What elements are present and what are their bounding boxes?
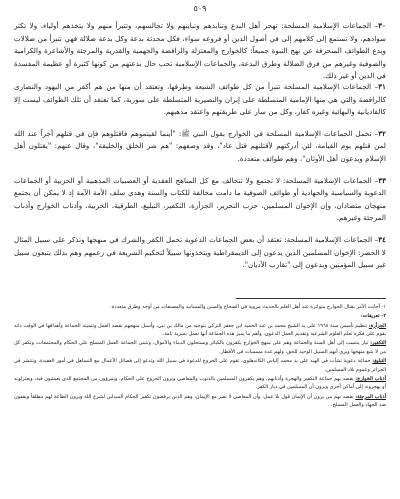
footnote-term: الجزأرة: <box>368 322 386 329</box>
footnote-term: التكفير: <box>370 340 387 347</box>
footnotes <box>14 303 386 410</box>
article-31 <box>14 81 386 119</box>
footnote-definition-takfir <box>14 339 386 356</box>
article-number: ٣١ <box>378 82 386 91</box>
footnote-text: جماعة دعوية نشأت في الهند على يد محمد إلياس الكاندهلوي، تقوم على الخروج للدعوة في سبيل الله وتدعو إلى فضائل الأعمال مع التساهل في أمور العقيدة، وتنتشر في الجزائر وعموم بلاد المسلمين. <box>14 358 386 373</box>
footnote-text: يقصد بهم جماعة التكفير والهجرة وأذنابهم، وهم يكفرون المسلمين بالذنوب والمعاصي ويرون الخروج على الحكام، ويتبرؤون من المجتمع الذي يعيشون فيه، ويعتزلونه أو يهجرونه إلى أماكن أخرى ويرون أن المسلمين في ديار الكفر. <box>14 375 386 391</box>
article-number: ٣٤ <box>378 234 386 244</box>
footnote-text: يقصد بهم من يرون أن الإيمان قول بلا عمل، وأن المعاصي لا تضر مع الإيمان، وهم الذين يرفضون تكفير الحكام المبدلين لشرع الله ويرون الطاعة لهم مطلقاً ويقفون ضد الجهاد والعمل المسلح. <box>14 393 386 409</box>
footnote-divider <box>236 298 386 299</box>
page-number: ٥٠٩ <box>193 4 207 13</box>
article-32 <box>14 128 386 166</box>
article-number: ٣٠ <box>378 21 386 30</box>
footnote-definition-murjia <box>14 393 386 410</box>
footnote-term: أذناب الخوارج: <box>355 375 386 382</box>
article-number: ٣٣ <box>378 175 386 185</box>
footnote-term: أذناب المرجئة: <box>355 393 387 400</box>
article-33 <box>14 175 386 225</box>
footnote-2 <box>14 312 386 320</box>
article-text: – الجماعات الإسلامية المسلحة تتبرأ من كل طوائف الشيعة وطرقها، وتعتقد أن منها من هم أكفر من اليهود والنصارى كالرافضة والتي هي منها الإمامية المتسلطة على إيران والنصيرية المتسلطة على سورية، كما تعتقد أن تلك الطوائف ليست إلا كالقاديانية والبهائية وغيره كفار، وكل من سار على طريقتهم واعتقد مذهبهم. <box>14 82 386 117</box>
footnote-definition-jazara <box>14 322 386 339</box>
footnote-text: تنظيم تأسس سنة ١٩٦٨ على يد الشيخ محمد بن عبد الحميد ابن جعفر التركي بتوجيه من مالك بن نبي، وأسبل منهجهم بقصد العمل وتنميته الجماعة وأهدافها في الوقت ذاته يقوم على فكرة تعلم العلوم الشرعية وتقديم العمل الدعوي، وأهم ما يميز هذه الجماعة أنها تعمل بسرية تامة. <box>14 322 386 337</box>
article-34 <box>14 234 386 272</box>
article-text: – الجماعات الإسلامية المسلحة: لا تجتمع ولا تتحالف مع كل المناهج العقدية أو العصبيات المذهبية أو الحزبية أو الجماعات الدعوية والسياسية والجهادية أو طوائف الصوفية ما دامت مخالفة للكتاب والسنة وهدي سلف الأمة الآمة إذ لا يمكن أن يجتمع منهجان متضادان، وإن الإخوان المسلمين، حزب التحرير، الجزأرة، التكفير، التبليغ، الطرقية، الحزبية، وأذناب الخوارج وأذناب المرجئة وغيرهم. <box>14 175 386 223</box>
footnote-definition-tabligh <box>14 357 386 374</box>
article-30 <box>14 20 386 81</box>
article-text: – الجماعات الإسلامية المسلحة: تعتقد أن بعض الجماعات الدعوية تحمل الكفر والشرك في منهجها وتذكر على سبيل المثال لا الحصر: الإخوان المسلمين الذين يدعون إلى الديمقراطية ويتخذونها سبيلاً لتحكيم الشريعة في زعمهم وهم بذلك يتبعون سبيل غير سبيل المؤمنين ويدعون إلى "تقارب الأديان". <box>14 234 386 270</box>
article-text: – الجماعات الإسلامية المسلحة: تهجر أهل البدع وتنابذهم وتباينهم ولا تجالسهم، وتتبرأ منهم ولا يتخذهم أولياء، ولا تكثر سوادهم، ولا تستمع إلى كلامهم إلى في أصول الدين أو فروعه سواء، فكل محدثة بدعة وكل بدعة ضلالة فهي تتبرأ من ضلالات وبدع الطوائف المنحرفة عن نهج النبوة جميعاً: كالخوارج والمعتزلة والرافضة والجهمية والقدرية والمرجئة والأشاعرة والكرامية والصوفية وغيرهم من فرق الضلالة وطرق البدعة، والجماعات الإسلامية تحب حال بدعتهم من كونها كثيرة أو عظيمة المفسدة في الدين أو غير ذلك. <box>14 21 386 81</box>
article-text: – تحمل الجماعات الإسلامية المسلحة في الخوارج بقول النبي ﷺ: "أينما لقيتموهم فاقتلوهم فإن في قتلهم أجراً عند الله لمن قتلهم يوم القيامة، لئن أدركتهم لأقتلنهم قتل عاد"، وقد وصفهم: "هم شر الخلق والخليقة"، وقال عنهم: "يقتلون أهل الإسلام ويدعون أهل الأوثان"، وهم طوائف متعددة. <box>14 128 386 163</box>
footnote-text: تيار ينتسب إلى أهل السنة والجماعة وهم على منهج الخوارج يكفرون بالكبائر ويستحلون الدماء والأموال، وتتبنى الجماعة العمل المسلح على الحكام والمجتمعات، وتكفر كل من لا يتبع منهجها ويرى أنهم السبيل الوحيد للحق، ولهم عدة مسميات في الأقطار. <box>14 340 386 355</box>
footnote-1 <box>14 303 386 311</box>
article-number: ٣٢ <box>378 128 386 138</box>
footnote-term: التبليغ: <box>372 358 387 365</box>
footnote-text: ١- أجابت الأمر بقتال الخوارج متواترة عند أهل العلم بالحديث مروية في الصحاح والسنن والمسانيد والمصنفات من أوجه وطرق متعددة. <box>110 303 386 310</box>
footnote-heading: ٢- تعريفات: <box>360 313 386 320</box>
footnote-definition-khawarij <box>14 375 386 392</box>
